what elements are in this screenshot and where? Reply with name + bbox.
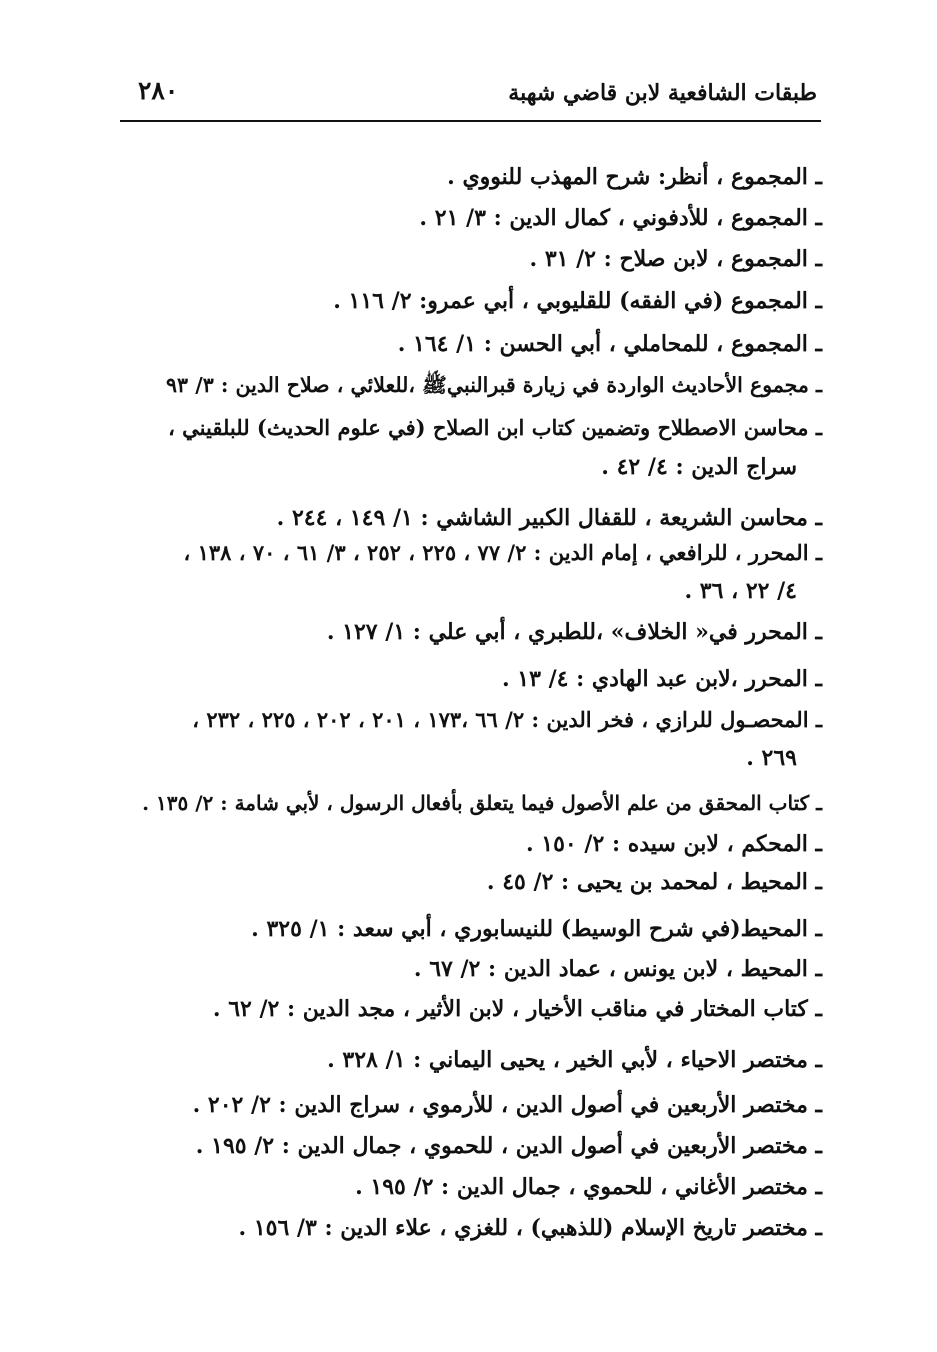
index-entry: ـ مختصر الأربعين في أصول الدين ، للحموي ، جمال الدين : ٢/ ١٩٥ . <box>195 1133 822 1159</box>
index-entry: ـ مجموع الأحاديث الواردة في زيارة قبرالنبيﷺ ،للعلائي ، صلاح الدين : ٣/ ٩٣ <box>166 373 822 397</box>
index-entry-continuation: سراج الدين : ٤/ ٤٢ . <box>601 454 797 480</box>
index-entry: ـ المحيط(في شرح الوسيط) للنيسابوري ، أبي سعد : ١/ ٣٢٥ . <box>251 916 822 942</box>
index-entry: ـ المحكم ، لابن سيده : ٢/ ١٥٠ . <box>525 831 822 857</box>
index-entry: ـ المجموع ، للمحاملي ، أبي الحسن : ١/ ١٦٤ . <box>397 331 822 357</box>
index-entry: ـ محاسن الاصطلاح وتضمين كتاب ابن الصلاح (في علوم الحديث) للبلقيني ، <box>168 415 822 440</box>
index-entry: ـ كتاب المختار في مناقب الأخيار ، لابن الأثير ، مجد الدين : ٢/ ٦٢ . <box>212 996 822 1022</box>
index-entry: ـ المحصـول للرازي ، فخر الدين : ٢/ ٦٦ ،١٧٣ ، ٢٠١ ، ٢٠٢ ، ٢٢٥ ، ٢٣٢ ، <box>192 707 822 732</box>
index-entry: ـ المحرر ،لابن عبد الهادي : ٤/ ١٣ . <box>501 666 822 692</box>
index-entry: ـ المجموع ، أنظر: شرح المهذب للنووي . <box>447 164 822 190</box>
index-entry: ـ كتاب المحقق من علم الأصول فيما يتعلق بأفعال الرسول ، لأبي شامة : ٢/ ١٣٥ . <box>142 791 822 815</box>
index-entry: ـ مختصر الأربعين في أصول الدين ، للأرموي ، سراج الدين : ٢/ ٢٠٢ . <box>192 1092 822 1118</box>
index-entry: ـ المحرر ، للرافعي ، إمام الدين : ٢/ ٧٧ ، ٢٢٥ ، ٢٥٢ ، ٣/ ٦١ ، ٧٠ ، ١٣٨ ، <box>183 540 822 565</box>
index-entry: ـ مختصر الاحياء ، لأبي الخير ، يحيى اليماني : ١/ ٣٢٨ . <box>327 1047 822 1073</box>
index-entry: ـ مختصر الأغاني ، للحموي ، جمال الدين : ٢/ ١٩٥ . <box>355 1174 822 1200</box>
index-entry: ـ محاسن الشريعة ، للقفال الكبير الشاشي : ١/ ١٤٩ ، ٢٤٤ . <box>276 505 822 531</box>
index-entry: ـ المحيط ، لابن يونس ، عماد الدين : ٢/ ٦٧ . <box>413 956 822 982</box>
index-entry: ـ المحرر في« الخلاف» ،للطبري ، أبي علي : ١/ ١٢٧ . <box>326 619 822 645</box>
index-entry: ـ المحيط ، لمحمد بن يحيى : ٢/ ٤٥ . <box>486 869 822 895</box>
index-entry: ـ المجموع ، لابن صلاح : ٢/ ٣١ . <box>529 246 822 272</box>
running-title: طبقات الشافعية لابن قاضي شهبة <box>508 80 817 106</box>
index-entry: ـ المجموع (في الفقه) للقليوبي ، أبي عمرو: ٢/ ١١٦ . <box>333 288 822 314</box>
index-entry: ـ مختصر تاريخ الإسلام (للذهبي) ، للغزي ، علاء الدين : ٣/ ١٥٦ . <box>238 1215 822 1241</box>
index-entry: ـ المجموع ، للأدفوني ، كمال الدين : ٣/ ٢١ . <box>419 205 822 231</box>
index-entry-continuation: ٤/ ٢٢ ، ٣٦ . <box>684 578 797 604</box>
index-entry-continuation: ٢٦٩ . <box>746 745 797 771</box>
page-number: ٢٨٠ <box>138 76 179 105</box>
